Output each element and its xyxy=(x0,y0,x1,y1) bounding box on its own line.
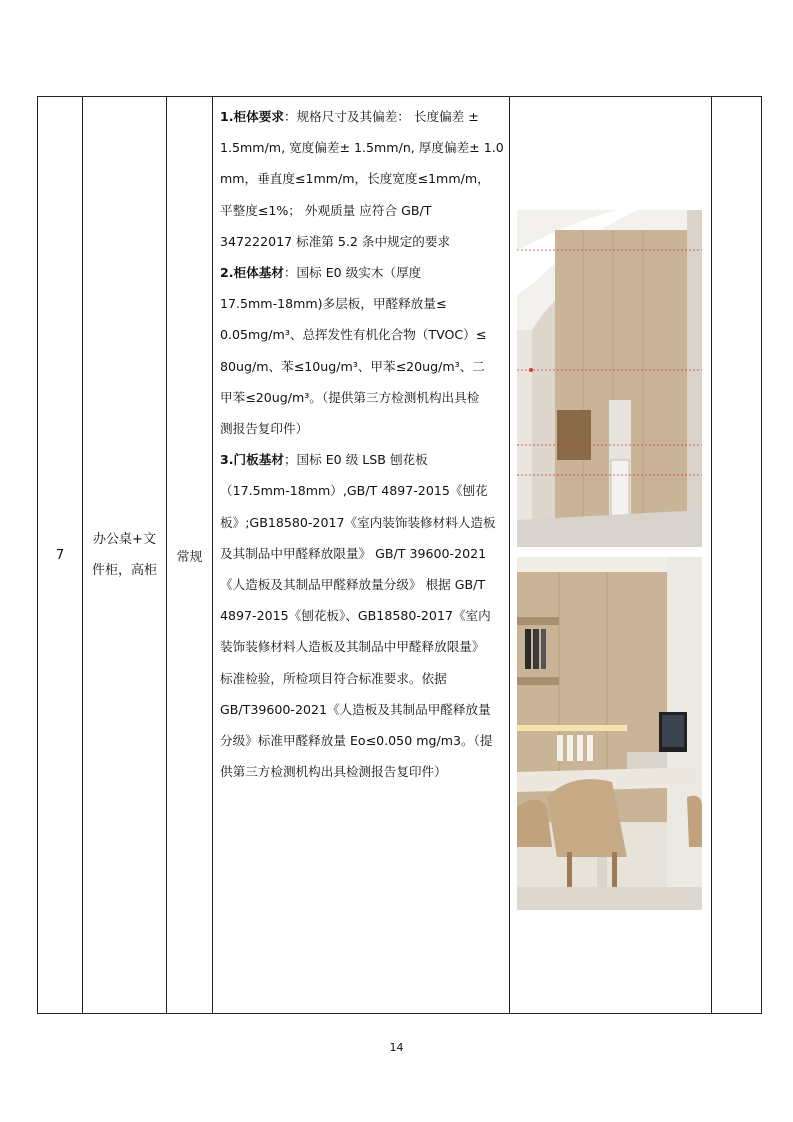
spec-line xyxy=(220,663,504,694)
spec-line xyxy=(220,413,504,444)
spec-body: ；国标 E0 级 LSB 刨花板 xyxy=(283,452,428,468)
spec-body: 甲苯≤20ug/m³。（提供第三方检测机构出具检 xyxy=(220,389,480,405)
spec-body: 0.05mg/m³、总挥发性有机化合物（TVOC）≤ xyxy=(220,327,487,343)
spec-body: 装饰装修材料人造板及其制品中甲醛释放限量》 xyxy=(220,639,485,655)
spec-line xyxy=(220,475,504,506)
spec-text xyxy=(213,97,509,787)
spec-line xyxy=(220,600,504,631)
spec-body: 4897-2015《刨花板》、GB18580-2017《室内 xyxy=(220,608,491,624)
spec-heading: 1.柜体要求 xyxy=(220,109,284,124)
spec-line xyxy=(220,132,504,163)
spec-line xyxy=(220,444,504,475)
spec-body: 347222017 标准第 5.2 条中规定的要求 xyxy=(220,233,451,249)
product-name-line2: 件柜，高柜 xyxy=(91,563,157,578)
spec-line xyxy=(220,756,504,787)
image-cell xyxy=(510,97,712,1014)
spec-line xyxy=(220,226,504,257)
spec-body: 及其制品中甲醛释放限量》 GB/T 39600-2021 xyxy=(220,545,487,561)
spec-body: 测报告复印件） xyxy=(220,421,309,437)
spec-heading: 3.门板基材 xyxy=(220,452,284,468)
spec-line xyxy=(220,319,504,350)
spec-heading: 2.柜体基材 xyxy=(220,265,284,281)
spec-body: 分级》标准甲醛释放量 Eo≤0.050 mg/m3。（提 xyxy=(220,733,493,749)
spec-line xyxy=(220,351,504,382)
page-number: 14 xyxy=(389,1041,404,1054)
spec-body: 供第三方检测机构出具检测报告复印件） xyxy=(220,764,447,780)
spec-cell xyxy=(213,97,510,1014)
spec-line xyxy=(220,507,504,538)
spec-line xyxy=(220,163,504,194)
spec-body: 《人造板及其制品甲醛释放量分级》 根据 GB/T xyxy=(220,577,486,593)
spec-line xyxy=(220,569,504,600)
category-label: 常规 xyxy=(176,549,203,565)
spec-body: 板》;GB18580-2017《室内装饰装修材料人造板 xyxy=(220,514,496,530)
spec-body: ：国标 E0 级实木（厚度 xyxy=(283,265,422,281)
row-index: 7 xyxy=(55,547,65,563)
spec-body: ：规格尺寸及其偏差： 长度偏差 ± xyxy=(283,109,479,124)
spec-line xyxy=(220,257,504,288)
spec-line xyxy=(220,631,504,662)
spec-body: 17.5mm-18mm)多层板，甲醛释放量≤ xyxy=(220,296,447,312)
spec-line xyxy=(220,288,504,319)
table-row xyxy=(38,97,762,1014)
cabinet-photo xyxy=(517,210,702,547)
spec-body: （17.5mm-18mm）,GB/T 4897-2015《刨花 xyxy=(220,483,488,499)
spec-table xyxy=(37,96,762,1014)
spec-line xyxy=(220,694,504,725)
spec-line xyxy=(220,382,504,413)
category-cell xyxy=(167,97,213,1014)
spec-body: 标准检验，所检项目符合标准要求。依据 xyxy=(220,670,447,686)
remarks-cell xyxy=(712,97,762,1014)
spec-body: 1.5mm/m, 宽度偏差± 1.5mm/n, 厚度偏差± 1.0 xyxy=(220,140,504,156)
row-index-cell xyxy=(38,97,83,1014)
spec-line xyxy=(220,538,504,569)
spec-body: mm，垂直度≤1mm/m，长度宽度≤1mm/m， xyxy=(220,171,490,187)
spec-body: 80ug/m、苯≤10ug/m³、甲苯≤20ug/m³、二 xyxy=(220,358,485,374)
product-name-line1: 办公桌+文 xyxy=(93,532,156,547)
spec-line xyxy=(220,101,504,132)
product-name-cell xyxy=(83,97,167,1014)
spec-line xyxy=(220,195,504,226)
spec-body: GB/T39600-2021《人造板及其制品甲醛释放量 xyxy=(220,701,491,717)
spec-line xyxy=(220,725,504,756)
office-desk-photo xyxy=(517,557,702,910)
spec-body: 平整度≤1%； 外观质量 应符合 GB/T xyxy=(220,202,432,218)
